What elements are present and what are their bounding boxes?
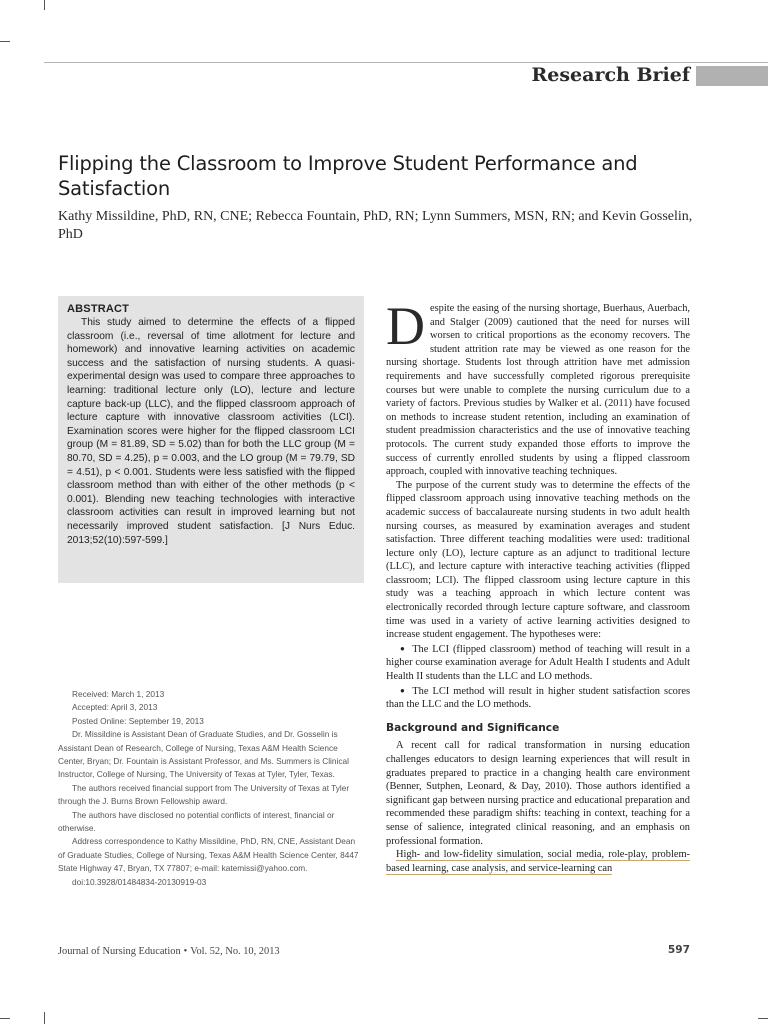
article-notes bbox=[58, 688, 364, 889]
footer-citation bbox=[58, 946, 280, 957]
body-paragraph: The purpose of the current study was to determine the effects of the flipped classroom approach using innovative teaching methods on the academic success of baccalaureate nursing students in two adult health nursing courses, as measured by examination averages and student satisfaction. Three different teaching modalities were used: traditional lecture only (LO), lecture capture as an adjunct to traditional lecture (LLC), and lecture capture with interactive teaching activities (flipped classroom; LCI). The flipped classroom using lecture capture in this study was a teaching approach in which lecture content was electronically recorded through lecture capture software, and classroom time was used in a variety of active learning activities designed to increase student engagement. The hypotheses were: bbox=[386, 479, 690, 641]
abstract-box bbox=[58, 296, 364, 583]
crop-mark bbox=[44, 1012, 45, 1024]
posted-date: Posted Online: September 19, 2013 bbox=[72, 715, 204, 726]
abstract-heading: ABSTRACT bbox=[67, 303, 130, 315]
list-item bbox=[386, 642, 690, 684]
separator-dot: • bbox=[183, 946, 188, 957]
list-item-text: The LCI method will result in higher student satisfaction scores than the LLC and the LO methods. bbox=[386, 685, 690, 711]
hypotheses-list bbox=[386, 642, 690, 712]
page-number: 597 bbox=[667, 944, 690, 956]
funding-note: The authors received financial support from The University of Texas at Tyler through the J. Burns Brown Fellowship award. bbox=[58, 782, 350, 807]
journal-name: Journal of Nursing Education bbox=[58, 946, 181, 957]
accepted-date: Accepted: April 3, 2013 bbox=[72, 702, 158, 713]
article-authors: Kathy Missildine, PhD, RN, CNE; Rebecca Fountain, PhD, RN; Lynn Summers, MSN, RN; and Kevin Gosselin, PhD bbox=[58, 209, 693, 242]
conflicts-note: The authors have disclosed no potential conflicts of interest, financial or otherwise. bbox=[58, 809, 335, 834]
crop-mark bbox=[44, 0, 45, 10]
bullet-icon: ● bbox=[400, 643, 407, 653]
body-column bbox=[386, 296, 690, 875]
crop-mark bbox=[0, 1018, 10, 1019]
correspondence-note: Address correspondence to Kathy Missildine, PhD, RN, CNE, Assistant Dean of Graduate Studies, College of Nursing, Texas A&M Health Science Center, 8447 State Highway 47, Bryan, TX 77807; e-mail: katemissi@yahoo.com. bbox=[58, 836, 359, 874]
body-paragraph-highlighted bbox=[386, 848, 690, 875]
body-paragraph: A recent call for radical transformation in nursing education challenges educators to design learning experiences that will result in graduates prepared to practice in a changing health care environment (Benner, Sutphen, Leonard, & Day, 2010). Those authors identified a significant gap between nursing practice and educational preparation and recommended these paradigm shifts: teaching in context, teaching for a sense of salience, integrated clinical reasoning, and an emphasis on professional formation. bbox=[386, 740, 690, 847]
bullet-icon: ● bbox=[400, 685, 407, 695]
doi-note: doi:10.3928/01484834-20130919-03 bbox=[72, 876, 207, 887]
section-label-box bbox=[696, 66, 768, 86]
received-date: Received: March 1, 2013 bbox=[72, 689, 165, 699]
list-item-text: The LCI (flipped classroom) method of teaching will result in a higher course examination average for Adult Health I students and Adult Health II students than the LLC and LO methods. bbox=[386, 643, 690, 683]
author-affiliations: Dr. Missildine is Assistant Dean of Graduate Studies, and Dr. Gosselin is Assistant Dean of Research, College of Nursing, Texas A&M Health Science Center, Bryan; Dr. Fountain is Assistant Professor, and Ms. Summers is Clinical Instructor, College of Nursing, The University of Texas at Tyler, Tyler, Texas. bbox=[58, 729, 349, 780]
journal-volume: Vol. 52, No. 10, 2013 bbox=[190, 946, 280, 957]
body-paragraph bbox=[386, 296, 690, 479]
crop-mark bbox=[0, 41, 10, 42]
list-item bbox=[386, 684, 690, 712]
section-heading: Background and Significance bbox=[386, 721, 560, 734]
highlighted-text: High- and low-fidelity simulation, social media, role-play, problem-based learning, case analysis, and service-learning can bbox=[386, 849, 690, 874]
body-paragraph-text: espite the easing of the nursing shortage, Buerhaus, Auerbach, and Stalger (2009) cautioned that the need for nurses will worsen to critical proportions as the economy recovers. The student attrition rate may be viewed as one reason for the nursing shortage. Students lost through attrition have met admission requirements and have successfully completed rigorous prerequisite courses but were unable to complete the nursing curriculum due to a variety of factors. Previous studies by Walker et al. (2011) have focused on methods to increase student retention, including an examination of student preadmission characteristics and the use of innovative teaching protocols. The current study expanded those efforts to improve the success of currently enrolled students by using a flipped classroom approach, coupled with innovative teaching techniques. bbox=[386, 303, 690, 478]
header-rule bbox=[44, 62, 768, 63]
crop-mark bbox=[758, 1018, 768, 1019]
abstract-text: This study aimed to determine the effects of a flipped classroom (i.e., reversal of time allotment for lecture and homework) and innovative learning activities on academic success and the satisfaction of nursing students. A quasi-experimental design was used to compare three approaches to learning: traditional lecture only (LO), lecture and lecture capture back-up (LLC), and the flipped classroom approach of lecture capture with innovative classroom activities (LCI). Examination scores were higher for the flipped classroom LCI group (M = 81.89, SD = 5.02) than for both the LLC group (M = 80.70, SD = 4.25), p = 0.003, and the LO group (M = 79.79, SD = 4.51), p < 0.001. Students were less satisfied with the flipped classroom method than with either of the other methods (p < 0.001). Blending new teaching technologies with interactive classroom activities can result in improved learning but not necessarily improved student satisfaction. [J Nurs Educ. 2013;52(10):597-599.] bbox=[67, 317, 355, 546]
drop-cap: D bbox=[386, 296, 425, 356]
article-title: Flipping the Classroom to Improve Student Performance and Satisfaction bbox=[58, 152, 638, 200]
section-label: Research Brief bbox=[531, 64, 690, 86]
